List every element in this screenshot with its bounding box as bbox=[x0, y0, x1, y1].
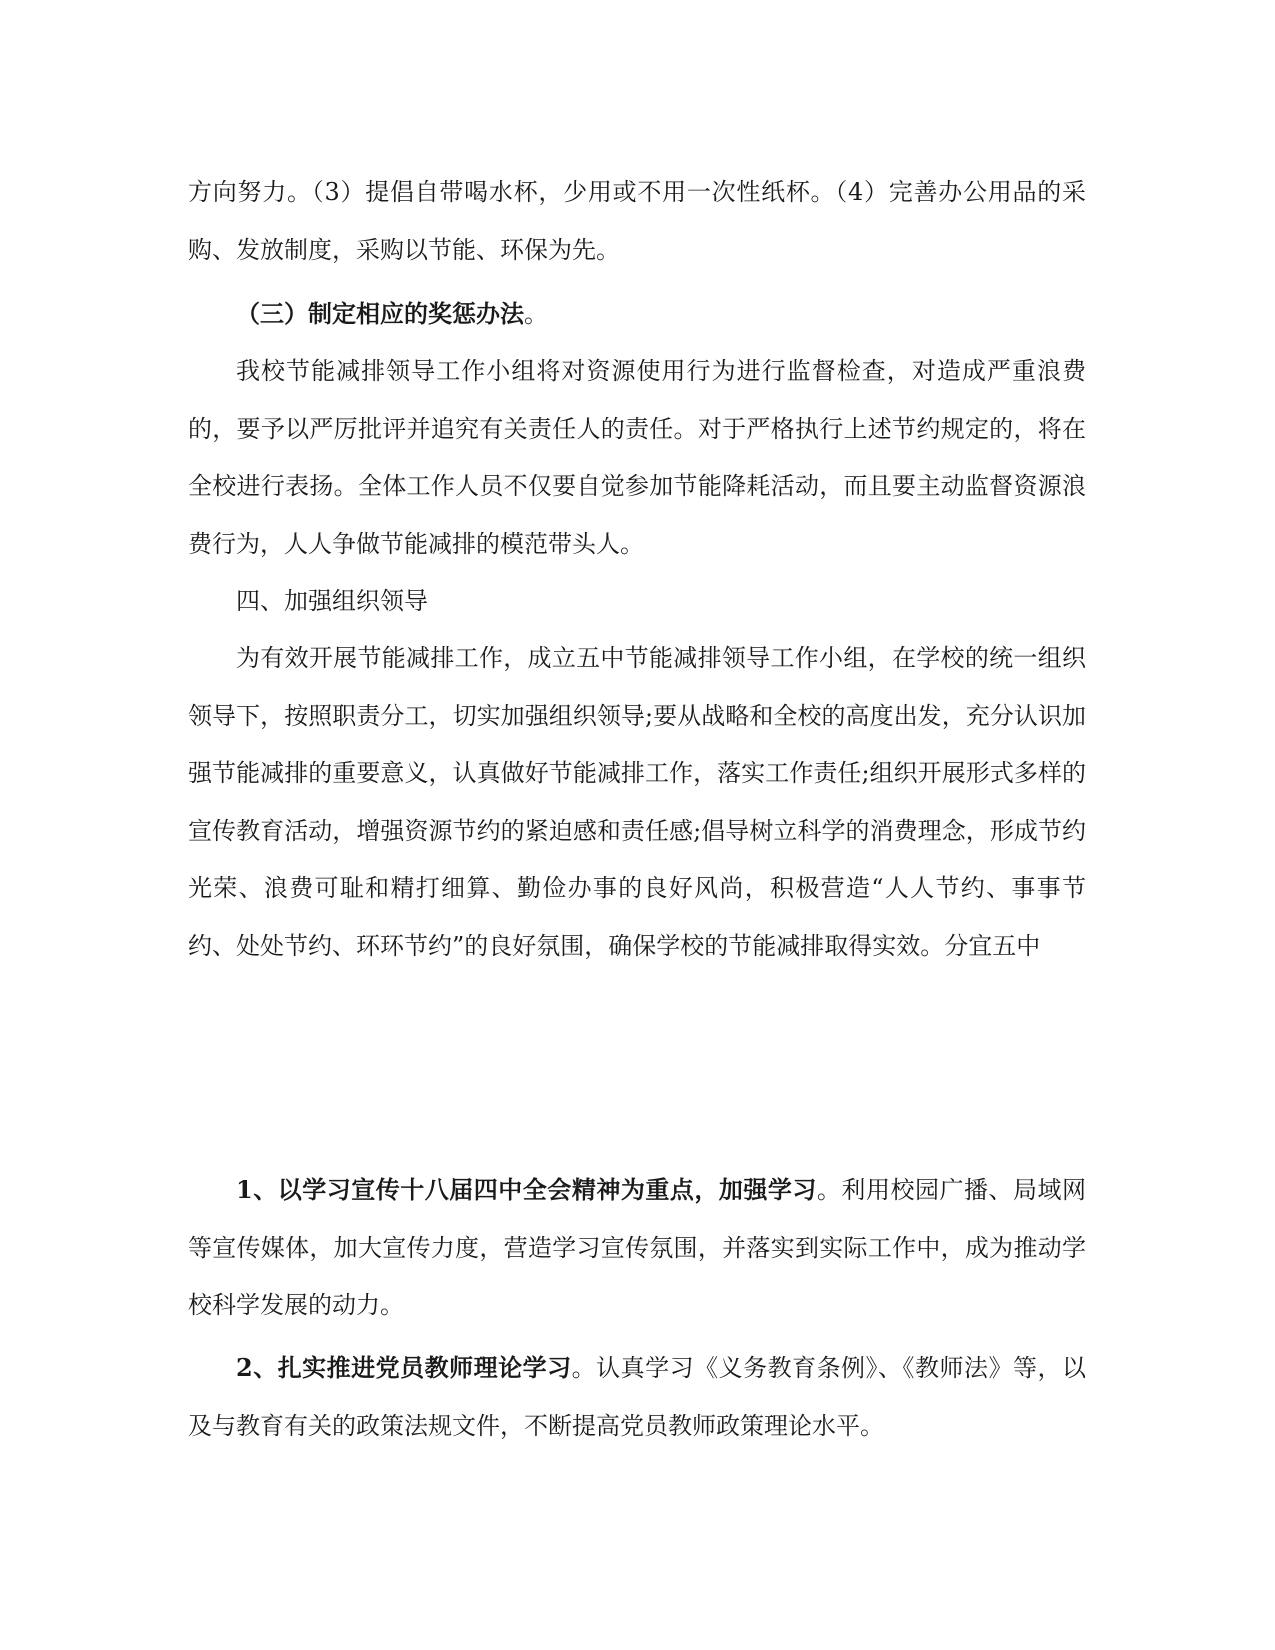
paragraph-supervision: 我校节能减排领导工作小组将对资源使用行为进行监督检查，对造成严重浪费的，要予以严厉批评并追究有关责任人的责任。对于严格执行上述节约规定的，将在全校进行表扬。全体工作人员不仅要自觉参加节能降耗活动，而且要主动监督资源浪费行为，人人争做节能减排的模范带头人。 bbox=[188, 357, 1086, 558]
paragraph-study-plenary bbox=[188, 1161, 1086, 1335]
paragraph-office-supplies: 方向努力。（3）提倡自带喝水杯，少用或不用一次性纸杯。（4）完善办公用品的采购、发放制度，采购以节能、环保为先。 bbox=[188, 178, 1086, 264]
paragraph-theory-study-rest: 。认真学习《义务教育条例》、《教师法》等，以及与教育有关的政策法规文件，不断提高党员教师政策理论水平。 bbox=[188, 1354, 1087, 1440]
heading-organization-leadership: 四、加强组织领导 bbox=[236, 587, 428, 615]
paragraph-leadership-group: 为有效开展节能减排工作，成立五中节能减排领导工作小组，在学校的统一组织领导下，按照职责分工，切实加强组织领导;要从战略和全校的高度出发，充分认识加强节能减排的重要意义，认真做好节能减排工作，落实工作责任;组织开展形式多样的宣传教育活动，增强资源节约的紧迫感和责任感;倡导树立科学的消费理念，形成节约光荣、浪费可耻和精打细算、勤俭办事的良好风尚，积极营造“人人节约、事事节约、处处节约、环环节约”的良好氛围，确保学校的节能减排取得实效。分宜五中 bbox=[188, 644, 1086, 960]
heading-reward-punishment-rest: 。 bbox=[524, 300, 548, 328]
paragraph-study-plenary-rest: 。利用校园广播、局域网等宣传媒体，加大宣传力度，营造学习宣传氛围，并落实到实际工作中，成为推动学校科学发展的动力。 bbox=[188, 1176, 1087, 1319]
heading-reward-punishment-bold: （三）制定相应的奖惩办法 bbox=[236, 299, 524, 328]
paragraph-theory-study bbox=[188, 1339, 1086, 1455]
paragraph-theory-study-bold: 2、扎实推进党员教师理论学习 bbox=[236, 1353, 572, 1382]
paragraph-study-plenary-bold: 1、以学习宣传十八届四中全会精神为重点，加强学习 bbox=[236, 1175, 817, 1204]
heading-reward-punishment bbox=[188, 285, 1086, 344]
